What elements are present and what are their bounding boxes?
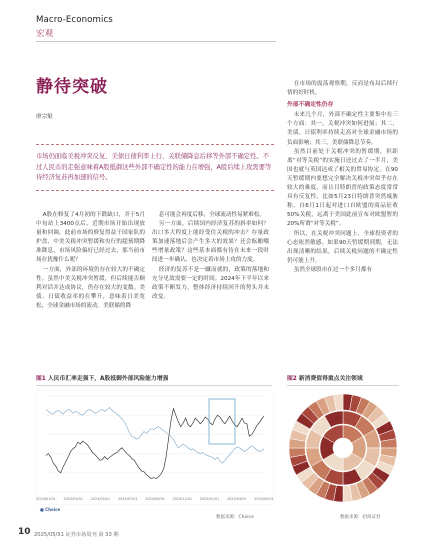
- figure-2-number: 图2: [287, 376, 297, 382]
- x-tick-label: 2024/01/01: [36, 497, 56, 501]
- paragraph: 虽然目前处于关税冲突的暂缓期，但距离“对等关税”的实施日还过去了一半月，美国也就与英国达成了相关的贸易协定。在90天暂缓期内要想完全解决关税冲突似乎存在较大的难度。而且目特朗普的政策态度常常具有反复性，比如5月23日特朗普突然威胁称，自6月1日起对进口自欧盟的商品征收50%关税，远离于美国此前宣布对欧盟暂的20%所谓“对等关税”。: [287, 148, 398, 228]
- footer-text: 2025/05/31 证券市场周刊 第 33 期: [34, 532, 119, 538]
- abstract-bottom-divider: [36, 190, 274, 191]
- choice-logo: ■ Choice: [40, 507, 61, 512]
- abstract-top-divider: [36, 144, 274, 145]
- x-tick-label: 2025/03/01: [226, 497, 247, 501]
- article-author: 廖宗魁: [36, 114, 53, 120]
- x-tick-label: 2024/05/01: [90, 497, 111, 501]
- paragraph: 虽然全球股市在过一个多月都有: [293, 266, 373, 273]
- figure-2-title: [287, 373, 399, 382]
- figure-1-divider: [36, 385, 272, 386]
- figure-2-source: 数据来源：招商证券: [340, 515, 381, 520]
- paragraph: 一方面，外部的环境仍存在较大的不确定性。虽然中美关税冲突暂缓，但后续能否顺利对话并达成协议，仍存在较大的变数。美债、日债收益率的在攀升，意味着日美宽松，全球金融市场的流动。美联储的降: [36, 266, 145, 309]
- article-title: 静待突破: [36, 77, 108, 97]
- paragraph: 所以，在关税冲突问题上，全球投资者的心态依然敏感。如果90天暂缓期到期，无法出现清晰的结果，后续关税问题的不确定性仍可能上升。: [287, 230, 398, 264]
- x-tick-label: 2024/09/01: [145, 497, 165, 501]
- section-label-cn: 宏观: [36, 29, 54, 39]
- figure-1-number: 图1: [36, 376, 46, 382]
- x-tick-label: 2024/03/01: [63, 497, 84, 501]
- header-divider: [36, 41, 276, 42]
- figure-1-chart: [36, 390, 274, 505]
- ring-center: [334, 439, 352, 457]
- paragraph: 未来几个月，外部不确定性主要集中在三个方面：其一，关税冲突如何进展；其二，美债、日债利率持续走高对全球金融市场的负面影响；其三，美联储降息节奏。: [287, 112, 398, 146]
- figure-1-caption: 人民币汇率走强下，A股抵御外部风险能力增强: [47, 376, 169, 382]
- paragraph: A股在修复了4月初的下跌缺口，并于5月中旬站上3400点后，近期市场开始出现放量和回调。此前市场的修复得益于国家队的护盘、中美关税冲突暂缓和央行的超预期降准降息，市场风险偏好已经过去，那当前市场在犹豫什么呢？: [36, 212, 145, 264]
- figure-2-caption: 新消费值得重点关注领域: [298, 376, 363, 382]
- x-tick-label: 2024/11/01: [172, 497, 193, 501]
- paragraph: 另一方面，后续国内经济复苏的斜率如何？出口多大程度上能经受住关税的冲击？存量政策加速落地后会产生多大的效果？还会酝酿哪些增量政策？这些基本面都有待在未来一段时间进一步确认，也决定着市场上攻的力度。: [152, 221, 269, 264]
- figure-2-chart: [287, 388, 399, 510]
- series-line-1: [46, 409, 264, 479]
- article-abstract: 市场仍面临美税冲突反复、美债日债利率上行、关联储降息后移等外部不确定性。不过人民币的走强意味着A股抵御这些外部不确定性的能力在增强，A股后续上攻需要等待经济复苏再加速的信号。: [36, 153, 272, 181]
- paragraph: 息可能会再度后移，全球流动性易紧难松。: [158, 212, 266, 218]
- page-number: 10: [18, 527, 31, 537]
- figure-1-source: 数据来源：Choice: [216, 515, 254, 520]
- body-column-1: [36, 211, 145, 311]
- paragraph: 经济的复苏不是一蹴而就的，政策的落地和充分见效需要一定的时间。2024年下半年以来政策不断发力，整体经济持续回升的势头并未改变。: [152, 266, 269, 300]
- body-column-3: [287, 80, 398, 275]
- figure-2-divider: [287, 385, 399, 386]
- highlight-box: [209, 399, 235, 444]
- body-column-2: [152, 211, 269, 302]
- series-line-2: [46, 408, 264, 464]
- section-label-en: Macro-Economics: [36, 15, 113, 25]
- section-subheading: 外部不确定性仍存: [287, 102, 334, 109]
- x-tick-label: 2025/05/01: [254, 497, 274, 501]
- figure-1-title: [36, 373, 276, 382]
- x-tick-label: 2025/01/01: [199, 497, 220, 501]
- x-tick-label: 2024/07/01: [117, 497, 138, 501]
- paragraph: 在市场的震荡观察期，反而是布局后续行情的好时机。: [287, 81, 398, 97]
